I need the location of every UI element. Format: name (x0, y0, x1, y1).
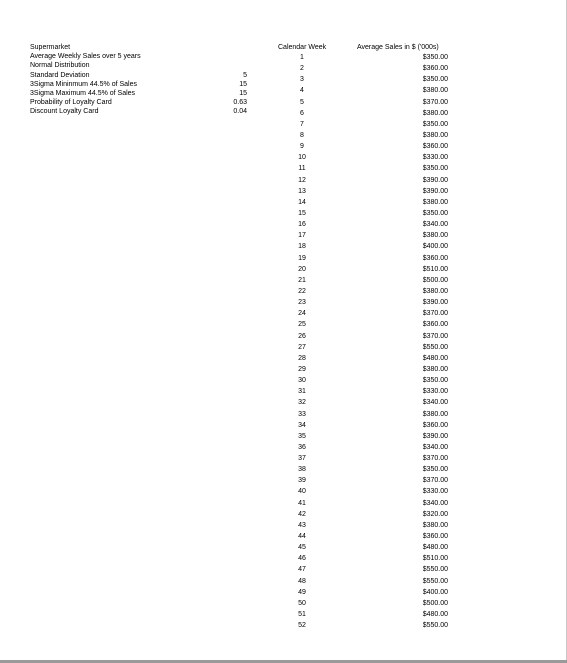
sales-cell: $350.00 (422, 54, 448, 61)
week-cell: 4 (300, 87, 304, 95)
sales-cell: $380.00 (422, 287, 448, 295)
week-cell: 16 (298, 221, 306, 229)
week-cell: 35 (298, 432, 306, 440)
sales-cell: $370.00 (422, 455, 448, 463)
sales-cell: $380.00 (422, 232, 448, 240)
sales-cell: $320.00 (422, 510, 448, 518)
sales-cell: $400.00 (422, 588, 448, 596)
sales-cell: $380.00 (422, 131, 448, 139)
sales-cell: $380.00 (422, 521, 448, 529)
sales-cell: $360.00 (422, 533, 448, 541)
sales-cell: $350.00 (422, 165, 448, 173)
week-cell: 19 (298, 254, 306, 262)
sales-cell: $380.00 (422, 410, 448, 418)
sales-cell: $380.00 (422, 365, 448, 373)
week-cell: 42 (298, 510, 306, 518)
week-cell: 37 (298, 455, 306, 463)
value-3sigma-minimum: 15 (239, 80, 247, 88)
week-cell: 15 (298, 209, 306, 217)
week-cell: 11 (298, 165, 306, 173)
week-cell: 44 (298, 533, 306, 541)
week-cell: 33 (298, 410, 306, 418)
week-cell: 52 (298, 622, 306, 630)
sales-cell: $380.00 (422, 87, 448, 95)
sales-cell: $550.00 (422, 577, 448, 585)
value-discount-loyalty-card: 0.04 (233, 108, 247, 116)
week-cell: 38 (298, 466, 306, 474)
sales-cell: $330.00 (422, 154, 448, 162)
week-cell: 14 (298, 198, 306, 206)
sales-cell: $550.00 (422, 622, 448, 630)
sales-cell: $390.00 (422, 187, 448, 195)
parameter-labels (30, 43, 190, 117)
sales-cell: $350.00 (422, 76, 448, 84)
calendar-week-column (262, 52, 342, 631)
value-probability-loyalty-card: 0.63 (233, 99, 247, 107)
value-3sigma-maximum: 15 (239, 89, 247, 97)
sales-cell: $330.00 (422, 488, 448, 496)
label-probability-loyalty-card: Probability of Loyalty Card (30, 99, 112, 107)
sales-cell: $340.00 (422, 221, 448, 229)
week-cell: 22 (298, 287, 306, 295)
week-cell: 3 (300, 76, 304, 84)
sales-cell: $480.00 (422, 354, 448, 362)
week-cell: 34 (298, 421, 306, 429)
sales-cell: $370.00 (422, 477, 448, 485)
week-cell: 29 (298, 365, 306, 373)
sales-cell: $510.00 (422, 555, 448, 563)
week-cell: 21 (298, 276, 306, 284)
week-cell: 2 (300, 65, 304, 73)
label-discount-loyalty-card: Discount Loyalty Card (30, 108, 99, 116)
week-cell: 13 (298, 187, 306, 195)
value-normal-distribution (225, 61, 247, 70)
sales-cell: $360.00 (422, 421, 448, 429)
week-cell: 26 (298, 332, 306, 340)
week-cell: 24 (298, 310, 306, 318)
sales-cell: $340.00 (422, 399, 448, 407)
sales-cell: $380.00 (422, 198, 448, 206)
sales-cell: $350.00 (422, 209, 448, 217)
label-standard-deviation: Standard Deviation (30, 71, 90, 79)
value-supermarket (225, 43, 247, 52)
week-cell: 45 (298, 544, 306, 552)
sales-cell: $370.00 (422, 98, 448, 106)
week-cell: 46 (298, 555, 306, 563)
sales-cell: $400.00 (422, 243, 448, 251)
header-calendar-week: Calendar Week (278, 44, 327, 51)
sales-cell: $340.00 (422, 443, 448, 451)
week-cell: 23 (298, 299, 306, 307)
value-standard-deviation: 5 (243, 71, 247, 79)
week-cell: 1 (300, 54, 304, 61)
label-3sigma-maximum: 3Sigma Maximum 44.5% of Sales (30, 89, 136, 97)
sales-cell: $330.00 (422, 388, 448, 396)
week-cell: 8 (300, 131, 304, 139)
sales-cell: $500.00 (422, 276, 448, 284)
sales-cell: $360.00 (422, 254, 448, 262)
sales-cell: $360.00 (422, 321, 448, 329)
week-cell: 47 (298, 566, 306, 574)
sales-cell: $350.00 (422, 466, 448, 474)
week-cell: 39 (298, 477, 306, 485)
week-cell: 28 (298, 354, 306, 362)
label-3sigma-minimum: 3Sigma Mininmum 44.5% of Sales (30, 80, 137, 88)
sales-cell: $480.00 (422, 611, 448, 619)
sales-cell: $380.00 (422, 109, 448, 117)
sales-cell: $390.00 (422, 176, 448, 184)
sales-cell: $360.00 (422, 65, 448, 73)
value-average-weekly-sales (225, 52, 247, 61)
sales-cell: $510.00 (422, 265, 448, 273)
label-average-weekly-sales: Average Weekly Sales over 5 years (30, 53, 141, 61)
label-normal-distribution: Normal Distribution (30, 62, 90, 70)
parameter-values (225, 43, 247, 117)
week-cell: 32 (298, 399, 306, 407)
week-cell: 5 (300, 98, 304, 106)
week-cell: 48 (298, 577, 306, 585)
week-cell: 9 (300, 143, 304, 151)
sales-cell: $550.00 (422, 343, 448, 351)
sales-cell: $350.00 (422, 377, 448, 385)
week-cell: 30 (298, 377, 306, 385)
week-cell: 10 (298, 154, 306, 162)
week-cell: 27 (298, 343, 306, 351)
sales-cell: $370.00 (422, 310, 448, 318)
week-cell: 18 (298, 243, 306, 251)
week-cell: 51 (298, 611, 306, 619)
sales-cell: $350.00 (422, 120, 448, 128)
week-cell: 6 (300, 109, 304, 117)
average-sales-column (345, 52, 448, 631)
week-cell: 17 (298, 232, 306, 240)
sales-cell: $500.00 (422, 599, 448, 607)
sales-cell: $370.00 (422, 332, 448, 340)
header-average-sales: Average Sales in $ ('000s) (357, 44, 439, 51)
week-cell: 43 (298, 521, 306, 529)
sales-cell: $360.00 (422, 143, 448, 151)
week-cell: 20 (298, 265, 306, 273)
week-cell: 50 (298, 599, 306, 607)
sales-cell: $340.00 (422, 499, 448, 507)
week-cell: 7 (300, 120, 304, 128)
week-cell: 36 (298, 443, 306, 451)
week-cell: 40 (298, 488, 306, 496)
sales-cell: $390.00 (422, 432, 448, 440)
sales-cell: $390.00 (422, 299, 448, 307)
week-cell: 49 (298, 588, 306, 596)
sales-cell: $550.00 (422, 566, 448, 574)
sales-cell: $480.00 (422, 544, 448, 552)
week-cell: 41 (298, 499, 306, 507)
week-cell: 25 (298, 321, 306, 329)
week-cell: 12 (298, 176, 306, 184)
week-cell: 31 (298, 388, 306, 396)
label-supermarket: Supermarket (30, 44, 71, 51)
